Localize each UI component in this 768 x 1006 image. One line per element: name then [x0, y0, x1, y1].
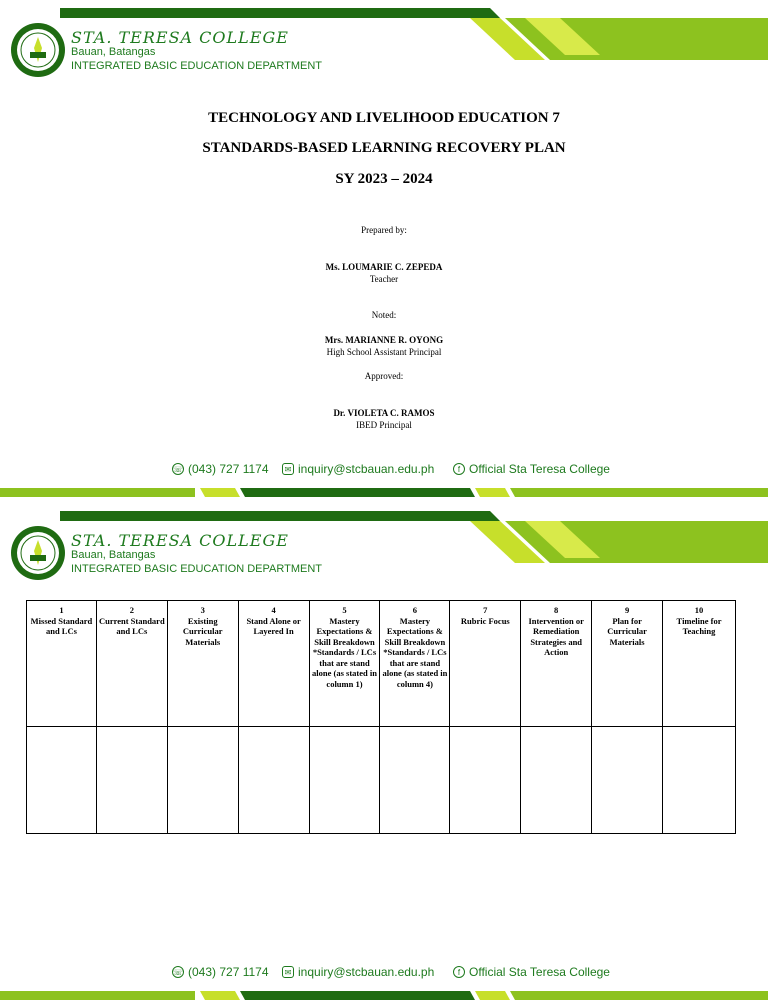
column-header: 1 Missed Standard and LCs: [27, 601, 97, 727]
column-header: 4 Stand Alone or Layered In: [238, 601, 309, 727]
contact-email[interactable]: [282, 462, 434, 476]
school-seal-icon: [10, 22, 66, 78]
school-address: Bauan, Batangas: [71, 549, 156, 561]
document-title-line2: STANDARDS-BASED LEARNING RECOVERY PLAN: [202, 140, 566, 156]
email-icon: ✉: [282, 966, 294, 978]
table-cell[interactable]: [96, 727, 167, 834]
school-name: STA. TERESA COLLEGE: [71, 531, 289, 550]
noted-label: Noted:: [371, 310, 397, 320]
department-name: INTEGRATED BASIC EDUCATION DEPARTMENT: [71, 563, 322, 575]
table-page: [0, 503, 768, 1006]
approved-role: IBED Principal: [356, 420, 412, 430]
facebook-icon: f: [453, 463, 465, 475]
contact-bar: [0, 462, 768, 478]
footer-band: [0, 485, 768, 499]
noted-role: High School Assistant Principal: [326, 347, 442, 357]
column-header: 9 Plan for Curricular Materials: [592, 601, 663, 727]
column-header: 3 Existing Curricular Materials: [167, 601, 238, 727]
contact-facebook[interactable]: [453, 965, 610, 979]
approved-name: Dr. VIOLETA C. RAMOS: [333, 408, 435, 418]
email-icon: ✉: [282, 463, 294, 475]
email-text[interactable]: inquiry@stcbauan.edu.ph: [298, 462, 435, 476]
column-header: 6 Mastery Expectations & Skill Breakdown *Standards / LCs that are stand alone (as stated in column 4): [380, 601, 450, 727]
footer-band: [0, 988, 768, 1002]
recovery-plan-table: [26, 600, 736, 834]
table-row: [27, 727, 736, 834]
contact-bar: [0, 965, 768, 981]
table-cell[interactable]: [167, 727, 238, 834]
table-header-row: [27, 601, 736, 727]
document-title-line3: SY 2023 – 2024: [335, 171, 433, 187]
table-cell[interactable]: [450, 727, 521, 834]
prepared-name: Ms. LOUMARIE C. ZEPEDA: [325, 262, 443, 272]
contact-phone: [172, 462, 269, 476]
contact-phone: [172, 965, 269, 979]
phone-text: (043) 727 1174: [188, 462, 269, 476]
email-text[interactable]: inquiry@stcbauan.edu.ph: [298, 965, 435, 979]
column-header: 7 Rubric Focus: [450, 601, 521, 727]
noted-name: Mrs. MARIANNE R. OYONG: [324, 335, 444, 345]
approved-label: Approved:: [364, 371, 404, 381]
table-cell[interactable]: [238, 727, 309, 834]
table-cell[interactable]: [521, 727, 592, 834]
facebook-text[interactable]: Official Sta Teresa College: [469, 462, 610, 476]
department-name: INTEGRATED BASIC EDUCATION DEPARTMENT: [71, 60, 322, 72]
contact-email[interactable]: [282, 965, 434, 979]
table-cell[interactable]: [663, 727, 736, 834]
phone-icon: ☏: [173, 464, 184, 474]
table-cell[interactable]: [27, 727, 97, 834]
table-cell[interactable]: [309, 727, 380, 834]
facebook-text[interactable]: Official Sta Teresa College: [469, 965, 610, 979]
table-cell[interactable]: [380, 727, 450, 834]
phone-icon: ☏: [173, 967, 184, 977]
column-header: 5 Mastery Expectations & Skill Breakdown *Standards / LCs that are stand alone (as stated in column 1): [309, 601, 380, 727]
prepared-label: Prepared by:: [361, 225, 407, 235]
contact-facebook[interactable]: [453, 462, 610, 476]
column-header: 8 Intervention or Remediation Strategies and Action: [521, 601, 592, 727]
prepared-role: Teacher: [369, 274, 399, 284]
phone-text: (043) 727 1174: [188, 965, 269, 979]
school-seal-icon: [10, 525, 66, 581]
document-title-line1: TECHNOLOGY AND LIVELIHOOD EDUCATION 7: [208, 110, 560, 126]
facebook-icon: f: [453, 966, 465, 978]
school-name: STA. TERESA COLLEGE: [71, 28, 289, 47]
column-header: 2 Current Standard and LCs: [96, 601, 167, 727]
school-address: Bauan, Batangas: [71, 46, 156, 58]
column-header: 10 Timeline for Teaching: [663, 601, 736, 727]
table-cell[interactable]: [592, 727, 663, 834]
